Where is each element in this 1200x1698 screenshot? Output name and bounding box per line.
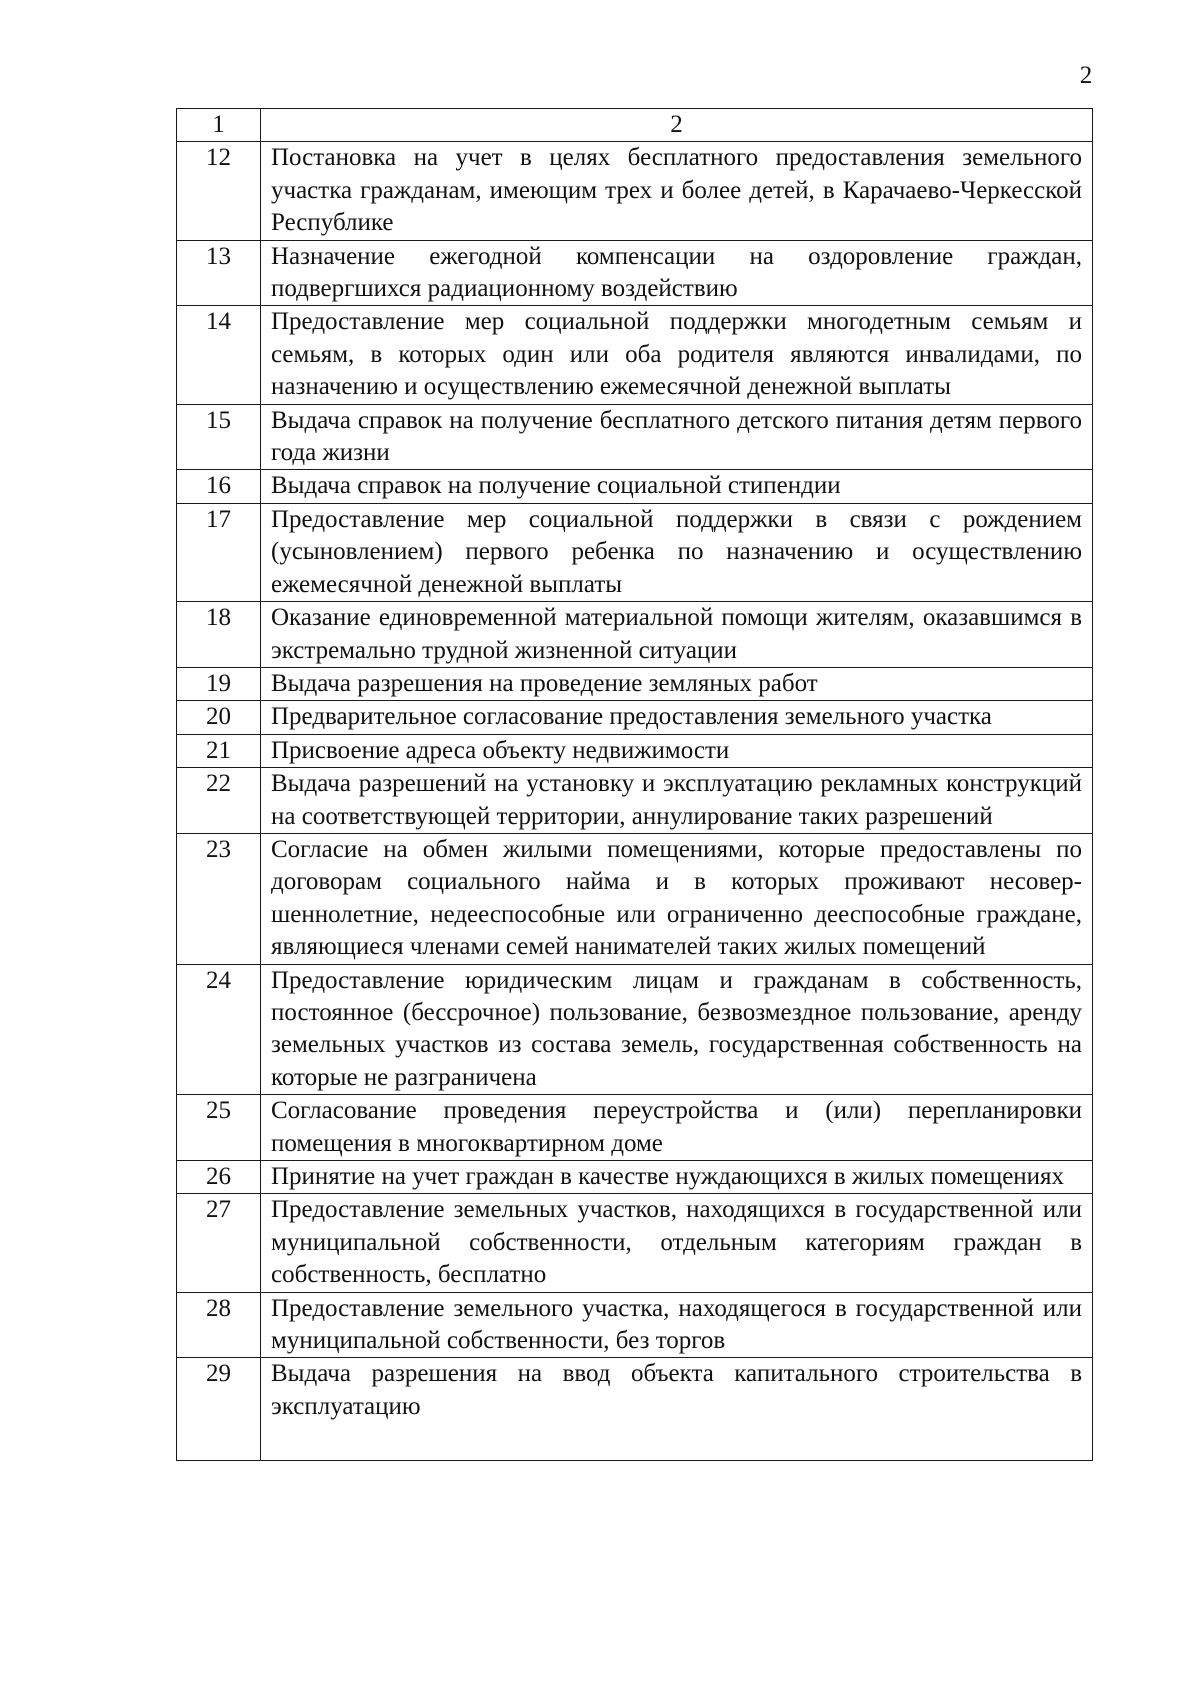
service-description: Предоставление мер социальной поддержки многодетным семьям и семьям, в которых один или оба родителя являются инвалидами, по назначению и осуществлению ежемесячной денежной выплаты (261, 306, 1093, 404)
table-row (177, 1292, 1093, 1358)
table-row (177, 503, 1093, 601)
row-number: 13 (177, 240, 261, 306)
service-description: Оказание единовременной материальной помощи жителям, оказавшимся в экстремально трудной жизненной ситуации (261, 602, 1093, 668)
table-header-row (177, 109, 1093, 142)
service-description: Назначение ежегодной компенсации на оздоровление граждан, подвергшихся радиационному воздействию (261, 240, 1093, 306)
table-row (177, 667, 1093, 700)
table-row (177, 142, 1093, 240)
table-row (177, 768, 1093, 834)
row-number: 17 (177, 503, 261, 601)
service-description: Выдача справок на получение социальной стипендии (261, 470, 1093, 503)
service-description: Постановка на учет в целях бесплатного предоставления земельного участка гражданам, имеющим трех и более детей, в Карачаево-Черкесской Республике (261, 142, 1093, 240)
row-number: 19 (177, 667, 261, 700)
table-row (177, 470, 1093, 503)
service-description: Согласие на обмен жилыми помещениями, которые предоставлены по договорам социального найма и в которых проживают несовершеннолетние, недееспособные или ограниченно дееспособные граждане, являющиеся членами семей нанимателей таких жилых помещений (261, 833, 1093, 964)
row-number: 29 (177, 1358, 261, 1461)
table-row (177, 833, 1093, 964)
service-description: Предоставление юридическим лицам и гражданам в собственность, постоянное (бессрочное) пользование, безвозмездное пользование, аренду земельных участков из состава земель, государственная собственность на которые не разграничена (261, 964, 1093, 1095)
service-description: Предоставление мер социальной поддержки в связи с рождением (усыновлением) первого ребенка по назначению и осуществлению ежемесячной денежной выплаты (261, 503, 1093, 601)
row-number: 23 (177, 833, 261, 964)
table-row (177, 306, 1093, 404)
row-number: 25 (177, 1095, 261, 1161)
row-number: 27 (177, 1194, 261, 1292)
table-row (177, 602, 1093, 668)
service-description: Предварительное согласование предоставления земельного участка (261, 701, 1093, 734)
service-description: Принятие на учет граждан в качестве нуждающихся в жилых помещениях (261, 1161, 1093, 1194)
table-row (177, 734, 1093, 767)
table-row (177, 701, 1093, 734)
row-number: 12 (177, 142, 261, 240)
table-row (177, 1194, 1093, 1292)
row-number: 28 (177, 1292, 261, 1358)
row-number: 15 (177, 404, 261, 470)
service-description: Предоставление земельного участка, находящегося в государственной или муниципальной собственности, без торгов (261, 1292, 1093, 1358)
service-description: Выдача разрешений на установку и эксплуатацию рекламных конструкций на соответствующей территории, аннулирование таких разрешений (261, 768, 1093, 834)
row-number: 22 (177, 768, 261, 834)
row-number: 18 (177, 602, 261, 668)
service-description: Предоставление земельных участков, находящихся в государственной или муниципальной собственности, отдельным категориям граждан в собственность, бесплатно (261, 1194, 1093, 1292)
column-header-number: 1 (177, 109, 261, 142)
row-number: 21 (177, 734, 261, 767)
table-row (177, 1358, 1093, 1461)
row-number: 14 (177, 306, 261, 404)
table-row (177, 1095, 1093, 1161)
service-description: Выдача разрешения на ввод объекта капитального строительства в эксплуатацию (261, 1358, 1093, 1461)
service-description: Выдача разрешения на проведение земляных работ (261, 667, 1093, 700)
table-row (177, 240, 1093, 306)
services-table (176, 108, 1093, 1461)
table-row (177, 404, 1093, 470)
row-number: 24 (177, 964, 261, 1095)
row-number: 26 (177, 1161, 261, 1194)
row-number: 16 (177, 470, 261, 503)
service-description: Выдача справок на получение бесплатного детского питания детям первого года жизни (261, 404, 1093, 470)
page-number: 2 (1079, 62, 1093, 89)
column-header-service: 2 (261, 109, 1093, 142)
service-description: Присвоение адреса объекту недвижимости (261, 734, 1093, 767)
row-number: 20 (177, 701, 261, 734)
table-row (177, 1161, 1093, 1194)
service-description: Согласование проведения переустройства и (или) перепланировки помещения в многоквартирном доме (261, 1095, 1093, 1161)
table-row (177, 964, 1093, 1095)
